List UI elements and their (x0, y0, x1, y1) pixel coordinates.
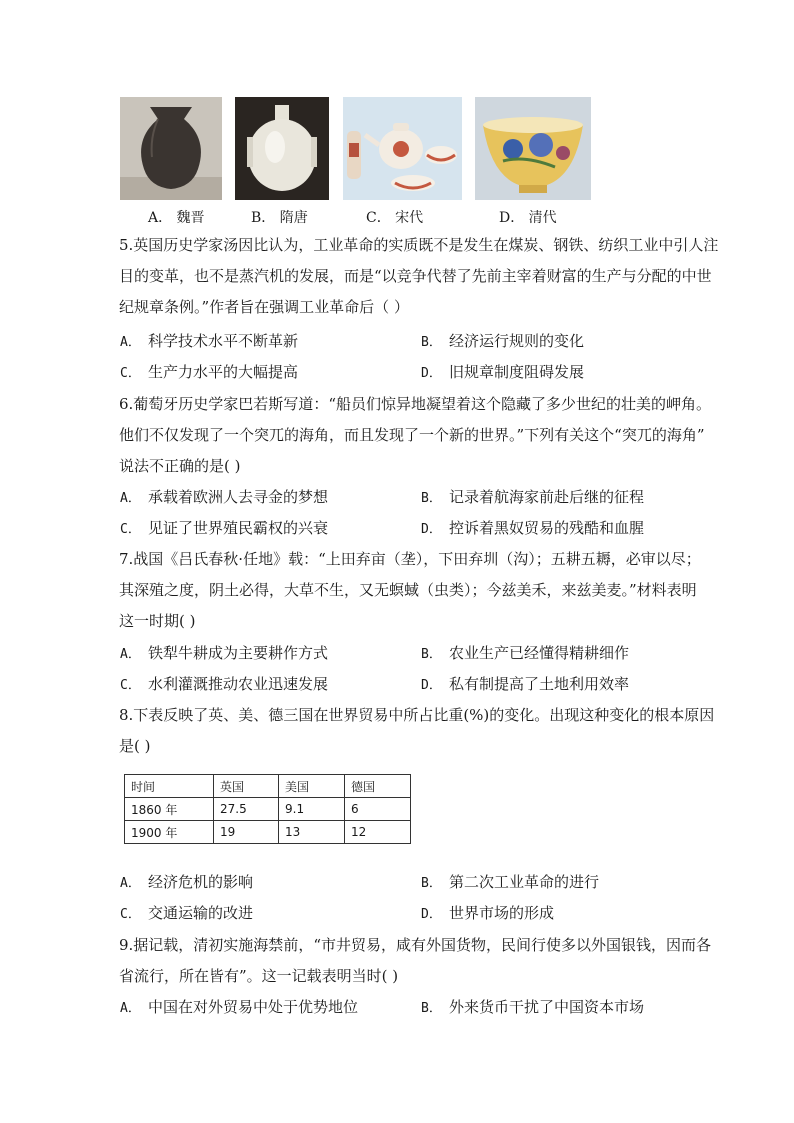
table-cell: 19 (214, 821, 279, 844)
table-cell: 1860 年 (125, 798, 214, 821)
q5-option-a[interactable]: A． 科学技术水平不断革新 (120, 332, 299, 350)
table-row (125, 821, 411, 844)
table-header-cell: 德国 (345, 775, 411, 798)
table-cell: 13 (279, 821, 345, 844)
teaset-image-song (343, 97, 462, 200)
q6-option-b[interactable]: B． 记录着航海家前赴后继的征程 (421, 488, 645, 506)
q6-line-2: 他们不仅发现了一个突兀的海角，而且发现了一个新的世界。”下列有关这个“突兀的海角” (119, 426, 705, 444)
q7-line-2: 其深殖之度，阴土必得，大草不生，又无螟蜮（虫类）；今兹美禾，来兹美麦。”材料表明 (119, 581, 697, 599)
table-cell: 12 (345, 821, 411, 844)
q7-option-b[interactable]: B． 农业生产已经懂得精耕细作 (421, 644, 630, 662)
table-header-cell: 时间 (125, 775, 214, 798)
q9-line-1: 9.据记载，清初实施海禁前，“市井贸易，咸有外国货物，民间行使多以外国银钱，因而各 (119, 936, 711, 954)
q8-line-1: 8.下表反映了英、美、德三国在世界贸易中所占比重(%)的变化。出现这种变化的根本原因 (119, 706, 715, 724)
bowl-image-qing (475, 97, 591, 200)
q5-line-1: 5.英国历史学家汤因比认为，工业革命的实质既不是发生在煤炭、钢铁、纺织工业中引人注 (119, 236, 719, 254)
porcelain-image-suitang (235, 97, 329, 200)
table-row (125, 798, 411, 821)
q8-option-d[interactable]: D． 世界市场的形成 (421, 904, 555, 922)
caption-b: B． 隋唐 (251, 210, 308, 226)
table-header-cell: 美国 (279, 775, 345, 798)
q5-option-c[interactable]: C． 生产力水平的大幅提高 (120, 363, 299, 381)
table-cell: 1900 年 (125, 821, 214, 844)
q7-line-1: 7.战国《吕氏春秋·任地》载：“上田弃亩（垄），下田弃圳（沟）；五耕五耨，必审以尽； (119, 550, 701, 568)
q6-line-1: 6.葡萄牙历史学家巴若斯写道：“船员们惊异地凝望着这个隐藏了多少世纪的壮美的岬角。 (119, 395, 711, 413)
q9-option-b[interactable]: B． 外来货币干扰了中国资本市场 (421, 998, 645, 1016)
table-cell: 9.1 (279, 798, 345, 821)
image-captions (0, 207, 794, 227)
caption-c: C． 宋代 (366, 210, 424, 226)
q8-line-2: 是( ) (119, 737, 151, 755)
q7-line-3: 这一时期( ) (119, 612, 196, 630)
q6-option-a[interactable]: A． 承载着欧洲人去寻金的梦想 (120, 488, 329, 506)
q8-option-c[interactable]: C． 交通运输的改进 (120, 904, 254, 922)
q8-option-b[interactable]: B． 第二次工业革命的进行 (421, 873, 600, 891)
q9-line-2: 省流行，所在皆有”。这一记载表明当时( ) (119, 967, 399, 985)
q5-line-2: 目的变革，也不是蒸汽机的发展，而是“以竞争代替了先前主宰着财富的生产与分配的中世 (119, 267, 712, 285)
trade-share-table (124, 774, 411, 844)
q7-option-c[interactable]: C． 水利灌溉推动农业迅速发展 (120, 675, 329, 693)
table-header-row (125, 775, 411, 798)
table-header-cell: 英国 (214, 775, 279, 798)
q7-option-d[interactable]: D． 私有制提高了土地利用效率 (421, 675, 630, 693)
q5-option-d[interactable]: D． 旧规章制度阻碍发展 (421, 363, 585, 381)
table-cell: 27.5 (214, 798, 279, 821)
q9-option-a[interactable]: A． 中国在对外贸易中处于优势地位 (120, 998, 359, 1016)
pottery-image-weijin (120, 97, 222, 200)
caption-d: D． 清代 (499, 210, 557, 226)
q8-option-a[interactable]: A． 经济危机的影响 (120, 873, 254, 891)
table-cell: 6 (345, 798, 411, 821)
q6-option-c[interactable]: C． 见证了世界殖民霸权的兴衰 (120, 519, 329, 537)
caption-a: A． 魏晋 (148, 210, 205, 226)
q5-option-b[interactable]: B． 经济运行规则的变化 (421, 332, 585, 350)
q5-line-3: 纪规章条例。”作者旨在强调工业革命后（ ） (119, 298, 409, 316)
q6-option-d[interactable]: D． 控诉着黑奴贸易的残酷和血腥 (421, 519, 645, 537)
q6-line-3: 说法不正确的是( ) (119, 457, 241, 475)
q7-option-a[interactable]: A． 铁犁牛耕成为主要耕作方式 (120, 644, 329, 662)
